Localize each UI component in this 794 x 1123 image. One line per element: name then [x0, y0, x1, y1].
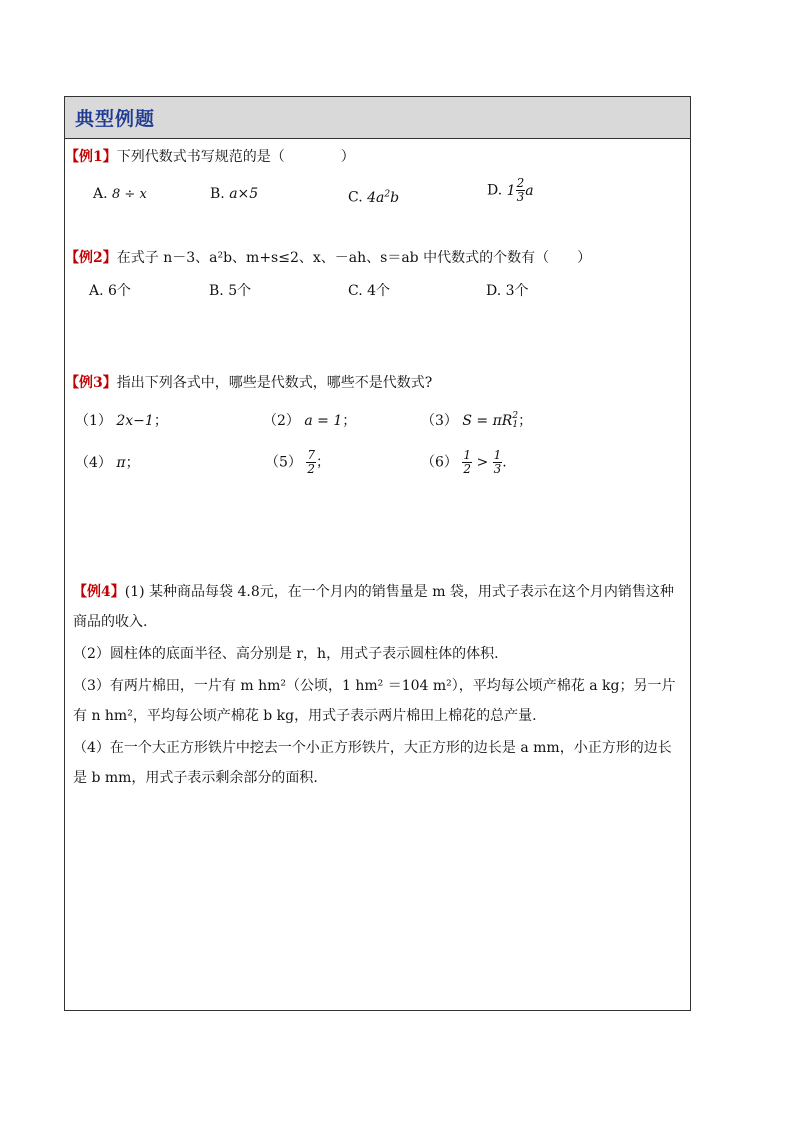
- example-1-tag: 【例1】: [65, 149, 117, 165]
- example-2-option-a: A. 6个: [89, 283, 131, 299]
- example-2-tag: 【例2】: [65, 250, 117, 266]
- example-3-item-4: （4） π；: [75, 455, 140, 471]
- example-3-item-6: （6） $\frac{1}{2}$ > $\frac{1}{3}$ .: [421, 448, 507, 476]
- example-2-option-b: B. 5个: [209, 283, 252, 299]
- example-4-part-2: （2）圆柱体的底面半径、高分别是 r，h，用式子表示圆柱体的体积.: [73, 646, 499, 662]
- example-4-part-4: （4）在一个大正方形铁片中挖去一个小正方形铁片，大正方形的边长是 a mm，小正方形的边长是 b mm，用式子表示剩余部分的面积.: [73, 740, 672, 786]
- example-1-question: 【例1】下列代数式书写规范的是（ ）: [65, 149, 355, 165]
- example-1-option-b: B. a×5: [210, 186, 259, 202]
- example-2-option-c: C. 4个: [348, 283, 391, 299]
- example-3-item-5: （5） $\frac{7}{2}$ ；: [265, 448, 331, 476]
- example-4-tag: 【例4】: [73, 584, 125, 600]
- example-3-tag: 【例3】: [65, 375, 117, 391]
- example-1-option-d: D. 1 $\frac{2}{3}$ a: [487, 176, 534, 204]
- example-3-item-3: （3） S = πR 2 1 ；: [421, 411, 533, 430]
- example-2-question: 【例2】在式子 n－3、a²b、m+s≤2、x、－ah、s＝ab 中代数式的个数有（ ）: [65, 250, 592, 266]
- example-3-item-1: （1） 2x−1；: [75, 413, 168, 429]
- example-2-option-d: D. 3个: [486, 283, 529, 299]
- section-title: 典型例题: [75, 108, 156, 130]
- example-4-part-1: 【例4】(1) 某种商品每袋 4.8元，在一个月内的销售量是 m 袋，用式子表示在这个月内销售这种商品的收入.: [73, 584, 674, 630]
- example-1-option-a: A. 8 ÷ x: [93, 186, 147, 202]
- example-1-option-c: C. $4a^2b$: [348, 189, 400, 206]
- example-3-item-2: （2） a = 1；: [263, 413, 357, 429]
- section-header: [65, 97, 690, 139]
- examples-box: [64, 96, 691, 1011]
- example-3-question: 【例3】指出下列各式中，哪些是代数式，哪些不是代数式?: [65, 375, 433, 391]
- example-4-part-3: （3）有两片棉田，一片有 m hm²（公顷，1 hm² ＝104 m²），平均每公顷产棉花 a kg；另一片有 n hm²，平均每公顷产棉花 b kg，用式子表示两片棉田上棉花的总产量.: [73, 678, 676, 724]
